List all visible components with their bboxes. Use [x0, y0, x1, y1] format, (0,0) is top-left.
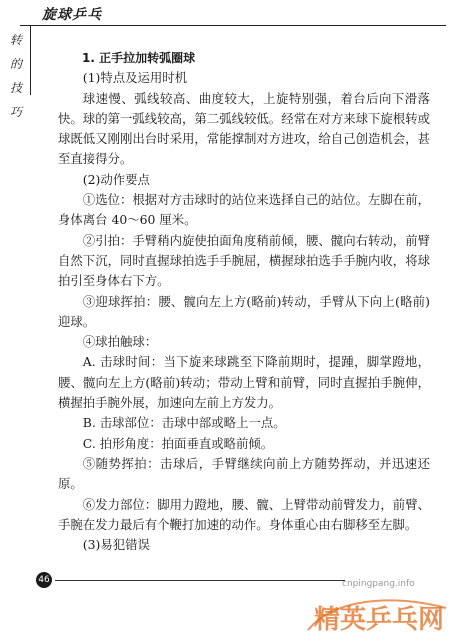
- watermark-logo: [304, 590, 450, 638]
- side-char: 技: [9, 81, 22, 95]
- body-text: [58, 48, 430, 555]
- paragraph: 球速慢、弧线较高、曲度较大，上旋特别强，着台后向下滑落快。球的第一弧线较高，第二弧线较低。经常在对方来球下旋根转或球既低又刚刚出台时采用，常能撑制对方进攻，给自己创造机会，甚至直接得分。: [58, 90, 430, 167]
- paragraph: ④球拍触球：: [82, 334, 158, 350]
- side-rule: [30, 25, 31, 95]
- side-char: 巧: [9, 105, 22, 119]
- subheading: (1)特点及运用时机: [82, 70, 188, 86]
- subheading: (2)动作要点: [82, 171, 150, 187]
- paragraph: B. 击球部位：击球中部或略上一点。: [82, 415, 286, 431]
- section-heading: 1. 正手拉加转弧圈球: [82, 51, 196, 65]
- side-char: 的: [9, 57, 22, 71]
- page-number: 46: [36, 572, 52, 588]
- paragraph: ⑤随势挥拍：击球后，手臂继续向前上方随势挥动，并迅速还原。: [58, 455, 430, 492]
- footer-rule: [55, 580, 345, 581]
- header-rule: [20, 25, 446, 26]
- paragraph: A. 击球时间：当下旋来球跳至下降前期时，提踵，脚掌蹬地，腰、髋向左上方(略前)转动；带动上臂和前臂，同时直握拍手腕伸，横握拍手腕外展，加速向左前上方发力。: [58, 354, 430, 411]
- paragraph: ②引拍：手臂稍内旋使拍面角度稍前倾，腰、髋向右转动，前臂自然下沉，同时直握球拍选手手腕屈，横握球拍选手手腕内收，将球拍引至身体右下方。: [58, 232, 430, 289]
- running-header-title: 旋球乒乓: [42, 7, 102, 23]
- paragraph: ①选位：根据对方击球时的站位来选择自己的站位。左脚在前，身体离台 40～60 厘米。: [58, 192, 430, 228]
- side-running-title: [6, 28, 26, 124]
- side-char: 转: [9, 33, 22, 47]
- paragraph: C. 拍形角度：拍面垂直或略前倾。: [82, 435, 274, 451]
- watermark-logo-text: 精英乒乓网: [314, 605, 445, 635]
- watermark-url: cnpingpang.info: [342, 579, 415, 589]
- subheading: (3)易犯错误: [82, 537, 150, 553]
- paragraph: ③迎球挥拍：腰、髋向左上方(略前)转动，手臂从下向上(略前)迎球。: [58, 293, 430, 329]
- paragraph: ⑥发力部位：脚用力蹬地，腰、髋、上臂带动前臂发力，前臂、手腕在发力最后有个鞭打加速的动作。身体重心由右脚移至左脚。: [58, 496, 430, 532]
- watermark-logo-icon: [304, 590, 450, 638]
